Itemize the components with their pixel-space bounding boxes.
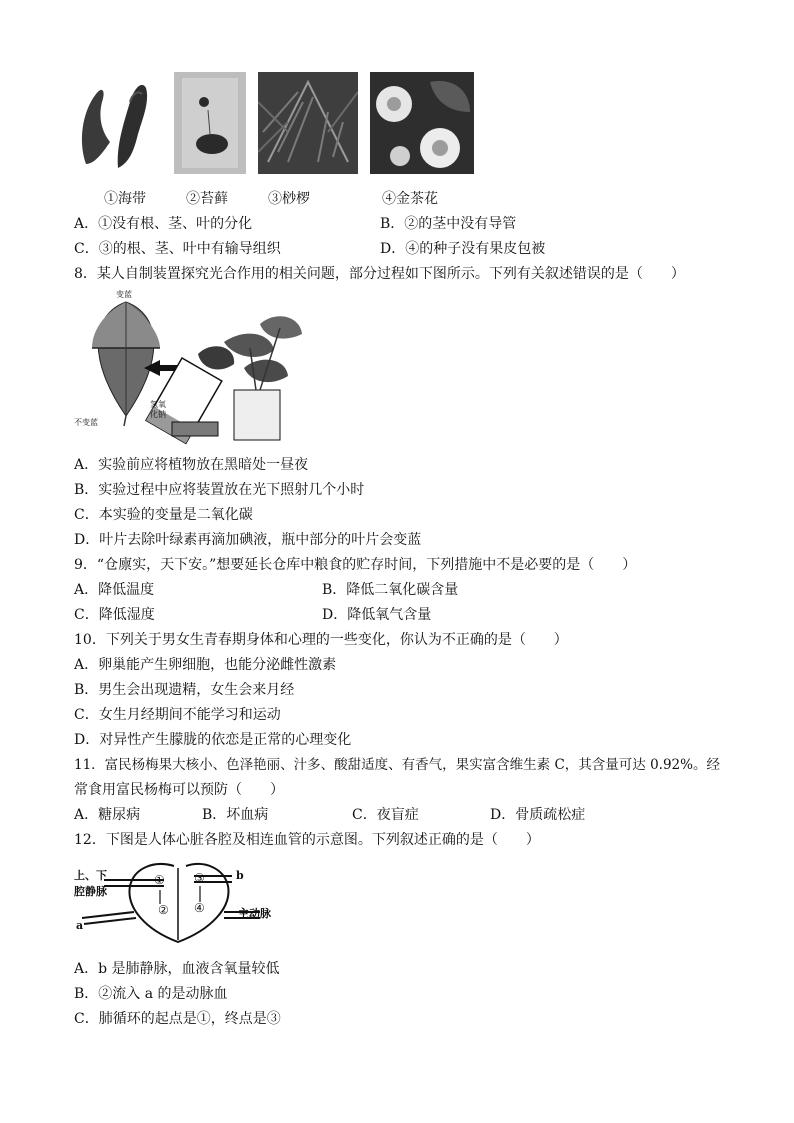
q10-option-a: A．卵巢能产生卵细胞，也能分泌雌性激素	[74, 657, 337, 673]
photo-caption-moss: ②苔藓	[186, 191, 228, 207]
q10-option-b: B．男生会出现遗精，女生会来月经	[74, 682, 295, 698]
q7-option-c: C．③的根、茎、叶中有输导组织	[74, 241, 281, 257]
q8-option-a: A．实验前应将植物放在黑暗处一昼夜	[74, 457, 309, 473]
kelp-photo	[72, 72, 156, 174]
leaf-label-blue: 变蓝	[116, 290, 132, 299]
q11-option-b: B．坏血病	[202, 807, 269, 823]
q7-option-a: A．①没有根、茎、叶的分化	[74, 216, 253, 232]
aorta-label: 主动脉	[238, 907, 271, 920]
q7-option-b: B．②的茎中没有导管	[380, 216, 517, 232]
q12-option-a: A．b 是肺静脉，血液含氧量较低	[74, 961, 280, 977]
q11-option-d: D．骨质疏松症	[490, 807, 586, 823]
q10-stem: 10．下列关于男女生青春期身体和心理的一些变化，你认为不正确的是（ ）	[74, 632, 568, 648]
vessel-a-label: a	[76, 919, 84, 932]
leaf-label-not-blue: 不变蓝	[74, 418, 98, 427]
golden-camellia-photo	[370, 72, 474, 174]
q12-stem: 12．下图是人体心脏各腔及相连血管的示意图。下列叙述正确的是（ ）	[74, 832, 540, 848]
vena-cava-label-line1: 上、下	[74, 869, 107, 882]
heart-diagram-figure	[74, 856, 284, 946]
vessel-b-label: b	[236, 869, 244, 882]
q9-option-d: D．降低氧气含量	[322, 607, 432, 623]
q9-option-a: A．降低温度	[74, 582, 155, 598]
q9-option-c: C．降低湿度	[74, 607, 155, 623]
photo-caption-camellia: ④金茶花	[382, 191, 438, 207]
q9-stem: 9．“仓廪实，天下安。”想要延长仓库中粮食的贮存时间，下列措施中不是必要的是（ ）	[74, 557, 637, 573]
sodium-hydroxide-label: 氢氧化钠	[150, 400, 166, 419]
q9-option-b: B．降低二氧化碳含量	[322, 582, 459, 598]
q8-option-b: B．实验过程中应将装置放在光下照射几个小时	[74, 482, 365, 498]
chamber-2-label: ②	[158, 903, 169, 917]
chamber-1-label: ①	[154, 873, 165, 887]
q11-option-c: C．夜盲症	[352, 807, 419, 823]
q11-stem-line2: 常食用富民杨梅可以预防（ ）	[74, 782, 284, 798]
q11-option-a: A．糖尿病	[74, 807, 141, 823]
q10-option-c: C．女生月经期间不能学习和运动	[74, 707, 281, 723]
q12-option-c: C．肺循环的起点是①，终点是③	[74, 1011, 281, 1027]
moss-photo	[174, 72, 246, 174]
q10-option-d: D．对异性产生朦胧的依恋是正常的心理变化	[74, 732, 352, 748]
vena-cava-label-line2: 腔静脉	[74, 885, 107, 898]
chamber-4-label: ④	[194, 901, 205, 915]
q11-stem-line1: 11．富民杨梅果大核小、色泽艳丽、汁多、酸甜适度、有香气，果实富含维生素 C，其含量可达 0.92%。经	[74, 757, 720, 773]
q8-option-c: C．本实验的变量是二氧化碳	[74, 507, 253, 523]
q8-option-d: D．叶片去除叶绿素再滴加碘液，瓶中部分的叶片会变蓝	[74, 532, 422, 548]
q12-option-b: B．②流入 a 的是动脉血	[74, 986, 228, 1002]
chamber-3-label: ③	[194, 871, 205, 885]
q8-stem: 8．某人自制装置探究光合作用的相关问题，部分过程如下图所示。下列有关叙述错误的是（ ）	[74, 266, 685, 282]
q7-option-d: D．④的种子没有果皮包被	[380, 241, 546, 257]
spinulose-tree-fern-photo	[258, 72, 358, 174]
photosynthesis-apparatus-figure	[74, 288, 314, 448]
photo-caption-kelp: ①海带	[104, 191, 146, 207]
photo-caption-tree-fern: ③桫椤	[268, 191, 310, 207]
